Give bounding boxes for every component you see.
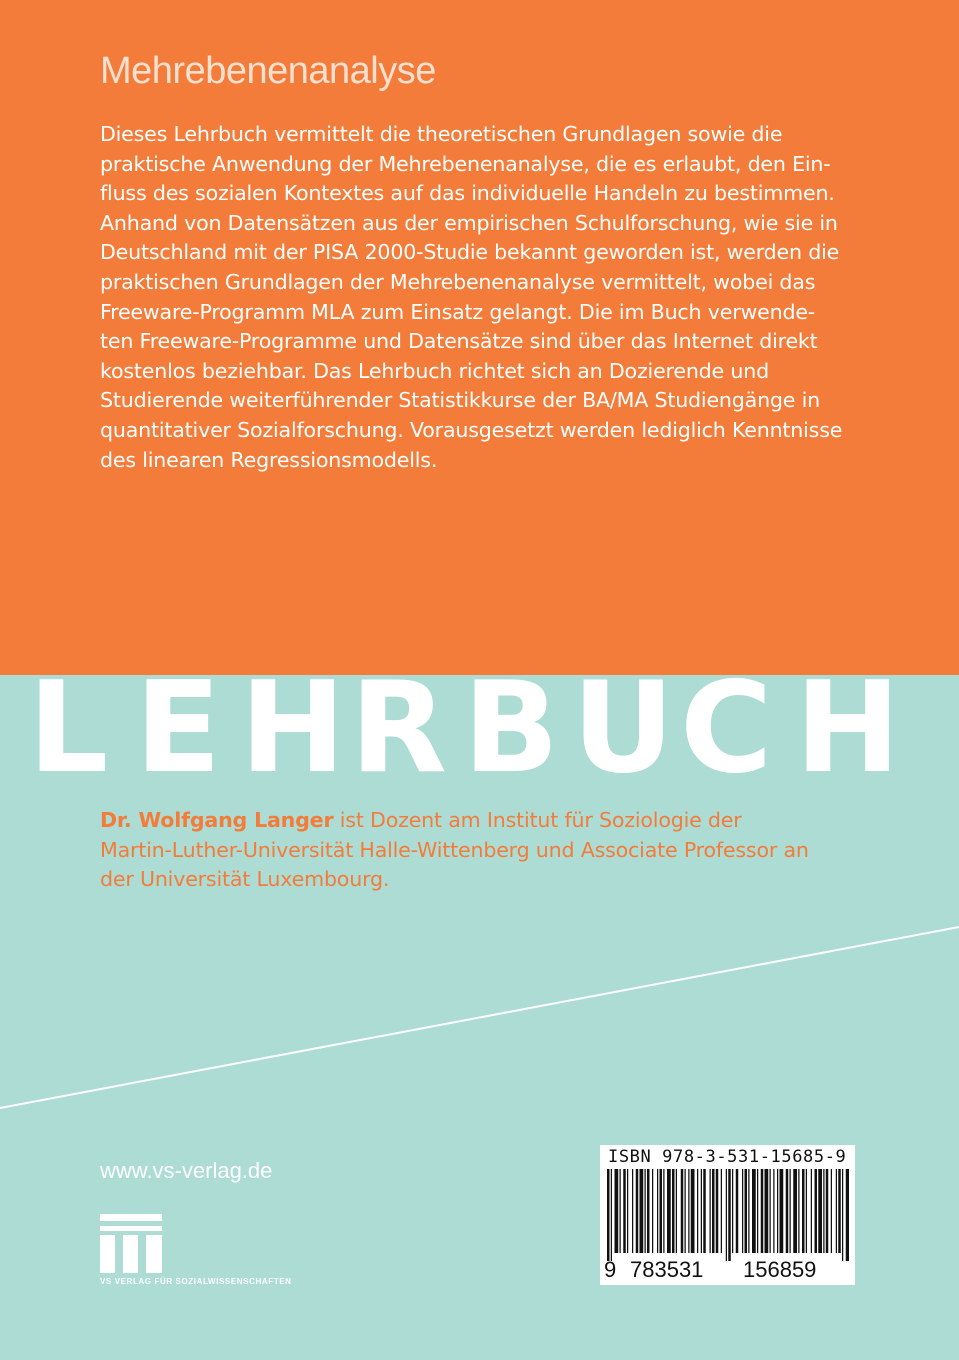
blurb-line: Anhand von Datensätzen aus der empirischen Schulforschung, wie sie in — [100, 210, 838, 235]
vs-verlag-logo-icon — [100, 1214, 162, 1274]
barcode-bar — [632, 1169, 633, 1253]
blurb-line: praktischen Grundlagen der Mehrebenenanalyse vermittelt, wobei das — [100, 269, 816, 294]
barcode-bar — [701, 1169, 702, 1253]
barcode-bar — [798, 1169, 799, 1253]
barcode-bar — [732, 1169, 733, 1253]
author-bio-line: Martin-Luther-Universität Halle-Wittenberg und Associate Professor an — [100, 837, 809, 862]
barcode-bar — [652, 1169, 653, 1253]
barcode-bar — [748, 1169, 749, 1253]
barcode-bar — [691, 1169, 695, 1253]
barcode-bar — [636, 1169, 639, 1253]
barcode-bar — [846, 1169, 849, 1261]
barcode-bar — [836, 1169, 837, 1253]
publisher-url[interactable]: www.vs-verlag.de — [100, 1158, 273, 1183]
series-letter: E — [135, 668, 222, 788]
author-bio-line: ist Dozent am Institut für Soziologie der — [333, 808, 742, 832]
barcode-bar — [802, 1169, 805, 1253]
barcode-bar — [770, 1169, 771, 1253]
isbn-lead-digit: 9 — [604, 1257, 617, 1282]
barcode-bar — [728, 1169, 731, 1261]
barcode-bar — [826, 1169, 829, 1253]
barcode-bar — [716, 1169, 719, 1253]
author-bio-line: der Universität Luxembourg. — [100, 867, 390, 892]
series-letter: R — [350, 668, 448, 788]
barcode-bar — [660, 1169, 663, 1253]
isbn-digit-group: 156859 — [743, 1257, 817, 1282]
barcode-bar — [640, 1169, 644, 1253]
barcode-bar — [607, 1169, 610, 1261]
isbn-label: ISBN 978-3-531-15685-9 — [608, 1147, 847, 1167]
barcode-bar — [765, 1169, 769, 1253]
blurb-line: ten Freeware-Programme und Datensätze sind über das Internet direkt — [100, 329, 818, 354]
isbn-barcode — [600, 1145, 855, 1285]
blurb-line: quantitativer Sozialforschung. Vorausgesetzt werden lediglich Kenntnisse — [100, 417, 843, 442]
series-letter: C — [680, 668, 773, 788]
barcode-bar — [806, 1169, 807, 1253]
blurb-line: kostenlos beziehbar. Das Lehrbuch richtet sich an Dozierende und — [100, 358, 769, 383]
blurb-line: Freeware-Programm MLA zum Einsatz gelangt. Die im Buch verwende- — [100, 299, 816, 324]
series-letter: L — [28, 668, 109, 788]
barcode-bar — [823, 1169, 824, 1253]
blurb-line: praktische Anwendung der Mehrebenenanalyse, die es erlaubt, den Ein- — [100, 151, 831, 176]
barcode-bar — [627, 1169, 628, 1253]
isbn-digit-group: 783531 — [630, 1257, 704, 1282]
publisher-logo-text: VS VERLAG FÜR SOZIALWISSENSCHAFTEN — [100, 1277, 292, 1286]
barcode-bar — [726, 1169, 727, 1261]
barcode-bar — [793, 1169, 797, 1253]
blurb-line: fluss des sozialen Kontextes auf das individuelle Handeln zu bestimmen. — [100, 181, 835, 206]
barcode-bar — [703, 1169, 706, 1253]
blurb-line: Deutschland mit der PISA 2000-Studie bekannt geworden ist, werden die — [100, 240, 840, 265]
barcode-bar — [790, 1169, 791, 1253]
barcode-bar — [676, 1169, 677, 1253]
barcode-bar — [697, 1169, 698, 1253]
series-letter: H — [240, 668, 346, 788]
barcode-bar — [611, 1169, 612, 1261]
barcode-bar — [647, 1169, 650, 1253]
barcode-bar — [721, 1169, 722, 1253]
barcode-bar — [786, 1169, 789, 1253]
barcode-bar — [742, 1169, 743, 1253]
barcode-bar — [685, 1169, 686, 1253]
barcode-bar — [757, 1169, 758, 1253]
barcode-bar — [777, 1169, 778, 1253]
barcode-bar — [842, 1169, 843, 1261]
barcode-bar — [736, 1169, 739, 1253]
series-letter: B — [463, 668, 560, 788]
barcode-bar — [745, 1169, 748, 1253]
barcode-bars — [607, 1169, 849, 1261]
series-letter: U — [572, 668, 675, 788]
blurb-line: Studierende weiterführender Statistikkurse der BA/MA Studiengänge in — [100, 388, 820, 413]
barcode-bar — [623, 1169, 626, 1253]
barcode-bar — [672, 1169, 675, 1253]
barcode-bar — [818, 1169, 822, 1253]
barcode-bar — [681, 1169, 684, 1253]
barcode-bar — [815, 1169, 818, 1253]
barcode-bar — [831, 1169, 832, 1253]
barcode-bar — [761, 1169, 764, 1253]
barcode-bar — [838, 1169, 841, 1253]
book-title: Mehrebenenanalyse — [100, 50, 436, 92]
barcode-bar — [780, 1169, 784, 1253]
barcode-bar — [773, 1169, 774, 1253]
barcode-bar — [710, 1169, 711, 1253]
barcode-bar — [811, 1169, 812, 1253]
blurb-line: des linearen Regressionsmodells. — [100, 447, 438, 472]
author-name: Dr. Wolfgang Langer — [100, 808, 334, 832]
barcode-bar — [688, 1169, 689, 1253]
barcode-bar — [712, 1169, 715, 1253]
barcode-bar — [667, 1169, 671, 1253]
barcode-bar — [645, 1169, 646, 1253]
barcode-bar — [657, 1169, 658, 1253]
blurb-line: Dieses Lehrbuch vermittelt die theoretischen Grundlagen sowie die — [100, 122, 783, 146]
series-letter: H — [795, 668, 901, 788]
barcode-bar — [752, 1169, 756, 1253]
barcode-bar — [615, 1169, 619, 1253]
barcode-bar — [663, 1169, 664, 1253]
barcode-bar — [620, 1169, 621, 1253]
